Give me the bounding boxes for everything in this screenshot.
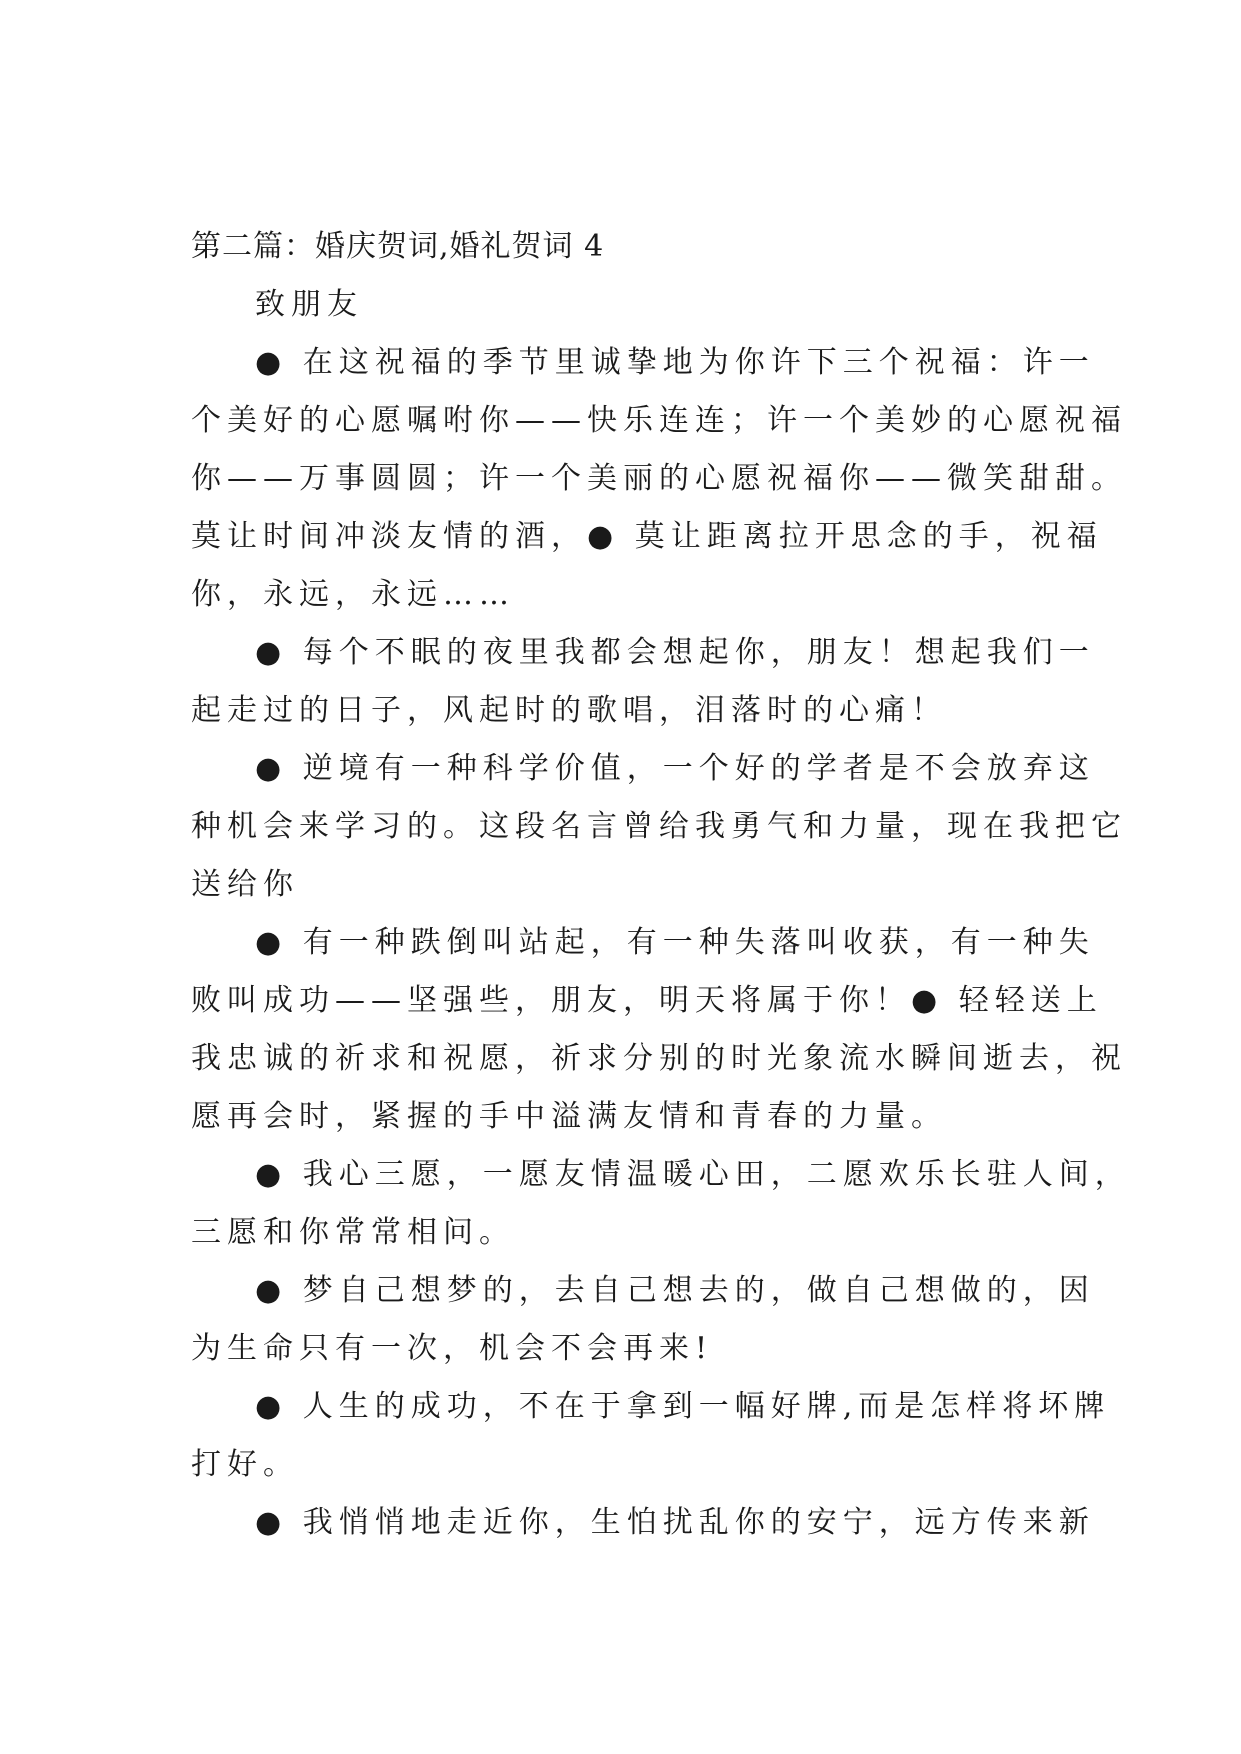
paragraph-line: 你，永远，永远…… [191,577,515,612]
paragraph-line: ● 人生的成功，不在于拿到一幅好牌,而是怎样将坏牌 [255,1389,1111,1424]
paragraph-line: ● 在这祝福的季节里诚挚地为你许下三个祝福：许一 [255,345,1095,380]
paragraph-line: ● 梦自己想梦的，去自己想去的，做自己想做的，因 [255,1273,1095,1308]
paragraph-line: 三愿和你常常相问。 [191,1215,515,1250]
document-title: 第二篇：婚庆贺词,婚礼贺词 4 [191,229,605,264]
paragraph-line: 打好。 [191,1447,299,1482]
paragraph-line: 我忠诚的祈求和祝愿，祈求分别的时光象流水瞬间逝去，祝 [191,1041,1127,1076]
paragraph-line: ● 逆境有一种科学价值，一个好的学者是不会放弃这 [255,751,1095,786]
paragraph-line: 莫让时间冲淡友情的酒，● 莫让距离拉开思念的手，祝福 [191,519,1103,554]
paragraph-line: 你——万事圆圆；许一个美丽的心愿祝福你——微笑甜甜。 [191,461,1127,496]
recipient-heading: 致朋友 [255,287,363,322]
paragraph-line: 为生命只有一次，机会不会再来! [191,1331,714,1366]
paragraph-line: 败叫成功——坚强些，朋友，明天将属于你！● 轻轻送上 [191,983,1103,1018]
paragraph-line: 种机会来学习的。这段名言曾给我勇气和力量，现在我把它 [191,809,1127,844]
paragraph-line: 送给你 [191,867,299,902]
paragraph-line: ● 我心三愿，一愿友情温暖心田，二愿欢乐长驻人间， [255,1157,1131,1192]
paragraph-line: 起走过的日子，风起时的歌唱，泪落时的心痛！ [191,693,947,728]
paragraph-line: ● 我悄悄地走近你，生怕扰乱你的安宁，远方传来新 [255,1505,1095,1540]
paragraph-line: 个美好的心愿嘱咐你——快乐连连；许一个美妙的心愿祝福 [191,403,1127,438]
paragraph-line: ● 每个不眠的夜里我都会想起你，朋友！想起我们一 [255,635,1095,670]
document-body [191,218,1131,1552]
paragraph-line: 愿再会时，紧握的手中溢满友情和青春的力量。 [191,1099,947,1134]
paragraph-line: ● 有一种跌倒叫站起，有一种失落叫收获，有一种失 [255,925,1095,960]
